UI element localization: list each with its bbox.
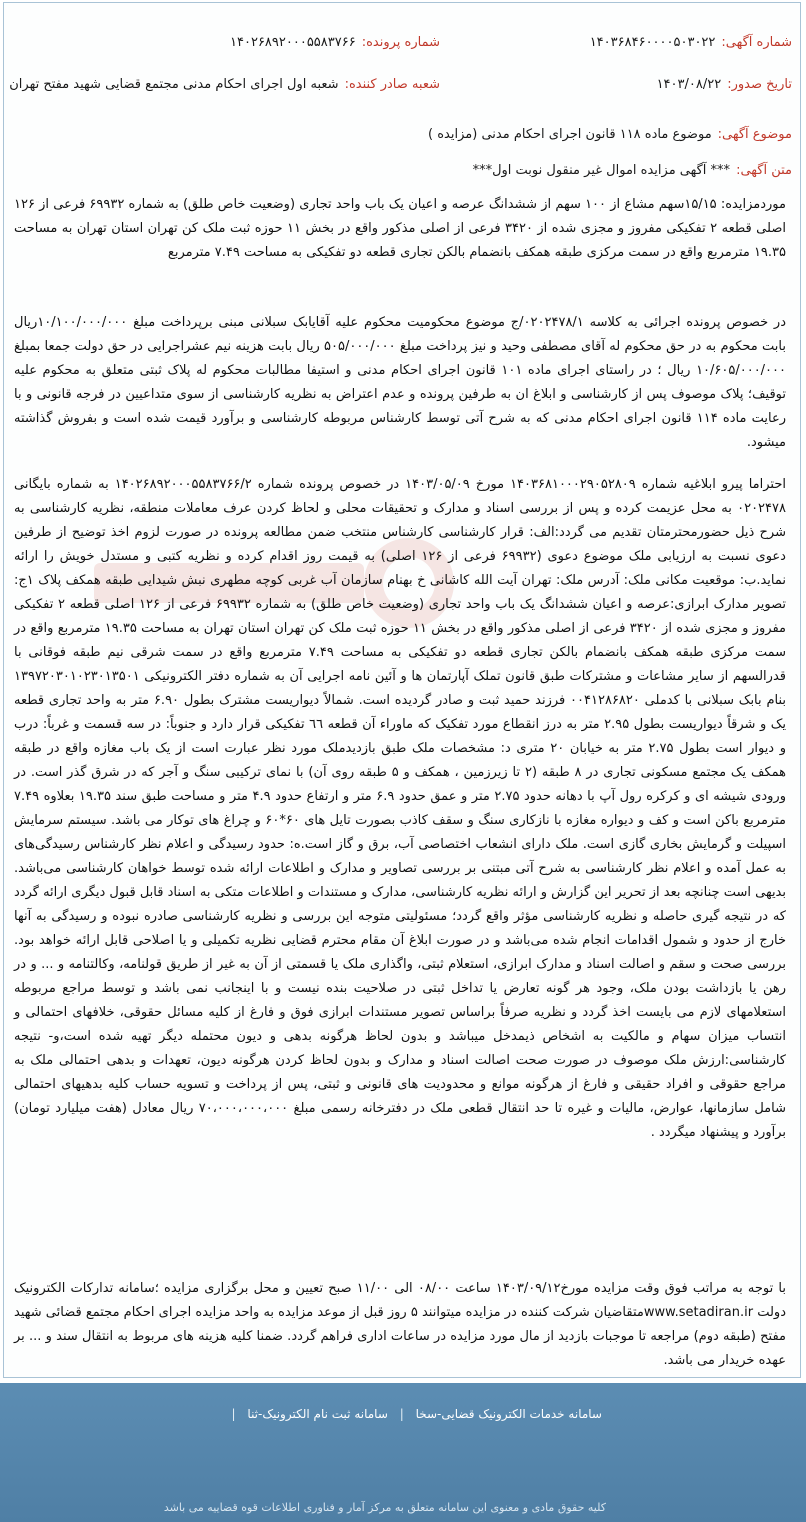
- subject: [428, 127, 792, 142]
- announcement-frame: [3, 2, 801, 1378]
- paragraph-auction-time: با توجه به مراتب فوق وقت مزایده مورخ۱۴۰۳/۰۹/۱۲ ساعت ۰۸/۰۰ الی ۱۱/۰۰ صبح تعیین و محل برگزاری مزایده ؛سامانه تدارکات الکترونیک دولت www.setadiran.irمتقاضیان شرکت کننده در مزایده میتوانند ۵ روز قبل از موعد مزایده به واحد مزایده اجرای احکام مجتمع قضائی شهید مفتح (طبقه دوم) مراجعه تا موجبات بازدید از مال مورد مزایده در ساعات اداری فراهم گردد. ضمنا کلیه هزینه های مربوط به انتقال سند و ... بر عهده خریدار می باشد.: [14, 1281, 786, 1368]
- issuer-label: شعبه صادر کننده:: [344, 77, 440, 92]
- paragraph-item: موردمزایده: ۱۵/۱۵سهم مشاع از ۱۰۰ سهم از ششدانگ عرصه و اعیان یک باب واحد تجاری (وضعیت خاص طلق) به شماره ۶۹۹۳۲ فرعی از ۱۲۶ اصلی قطعه ۲ تفکیکی مفروز و مجزی شده از ۳۴۲۰ فرعی از اصلی مذکور واقع در بخش ۱۱ حوزه ثبت ملک کن تهران استان تهران به مساحت ۱۹.۳۵ مترمربع واقع در سمت مرکزی طبقه همکف بانضمام بالکن تجاری قطعه دو تفکیکی به مساحت ۷.۴۹ مترمربع: [14, 197, 786, 260]
- text-heading: [473, 163, 792, 178]
- paragraph-expert-report: احتراما پیرو ابلاغیه شماره ۱۴۰۳۶۸۱۰۰۰۲۹۰۵۲۸۰۹ مورخ ۱۴۰۳/۰۵/۰۹ در خصوص پرونده شماره ۱۴۰۲۶۸۹۲۰۰۰۵۵۸۳۷۶۶/۲ به شماره بایگانی ۰۲۰۲۴۷۸ به محل عزیمت کرده و پس از بررسی اسناد و مدارک و تحقیقات محلی و لحاظ کردن عرف معاملات منطقه، نظریه کارشناسی به شرح ذیل حضورمحترمتان تقدیم می گردد:الف: قرار کارشناسی کارشناس منتخب ضمن مطالعه پرونده در صورت لزوم اخذ توضیح از طرفین دعوی نسبت به ارزیابی ملک موضوع دعوی (۶۹۹۳۲ فرعی از ۱۲۶ اصلی) به قیمت روز اقدام کرده و نظریه کتبی و مستدل خویش را ارائه نماید.ب: موقعیت مکانی ملک: آدرس ملک: تهران آیت الله کاشانی خ بهنام سازمان آب غربی کوچه مطهری نبش شیدایی طبقه همکف پلاک ۱ج: تصویر مدارک ابرازی:عرصه و اعیان ششدانگ یک باب واحد تجاری (وضعیت خاص طلق) به شماره ۶۹۹۳۲ فرعی از ۱۲۶ اصلی قطعه ۲ تفکیکی مفروز و مجزی شده از ۳۴۲۰ فرعی از اصلی مذکور واقع در بخش ۱۱ حوزه ثبت ملک کن تهران استان تهران به مساحت ۱۹.۳۵ مترمربع واقع در سمت مرکزی طبقه همکف بانضمام بالکن تجاری قطعه دو تفکیکی به مساحت ۷.۴۹ مترمربع واقع در سمت شرقی نیم طبقه فوقانی با قدرالسهم از سایر مشاعات و مشترکات طبق قانون تملک آپارتمان ها و آئین نامه اجرایی آن به شماره دفتر الکترونیکی ۱۳۹۷۲۰۳۰۱۰۲۳۰۱۳۵۰۱ بنام بابک سبلانی با کدملی ۰۰۴۱۲۸۶۸۲۰ فرزند حمید ثبت و صادر گردیده است. شمالاً دیواریست مشترک بطول ۶.۹۰ متر به واحد تجاری قطعه یک و شرقاً دیواریست بطول ۲.۹۵ متر به درز انقطاع مورد تفکیک که ماوراء آن قطعه ٦٦ تفکیکی قرار دارد و جنوباً: در سه قسمت و غرباً: درب و دیوار است بطول ۲.۷۵ متر به خیابان ۲۰ متری د: مشخصات ملک طبق بازدیدملک مورد نظر عبارت است از یک باب مغازه واقع در طبقه همکف یک مجتمع مسکونی تجاری در ۸ طبقه (۲ تا زیرزمین ، همکف و ۵ طبقه روی آن) با نمای ترکیبی سنگ و آجر که در شرق گذر است. در ورودی شیشه ای و کرکره رول آپ با دهانه حدود ۲.۷۵ متر و عمق حدود ۶.۹ متر و ارتفاع حدود ۴.۹ متر و مساحت طبق سند ۱۹.۳۵ بعلاوه ۷.۴۹ مترمربع باکن است و کف و دیواره مغازه با نازکاری سنگ و سقف کاذب بصورت تایل های ۶۰*۶۰ و چراغ های توکار می باشد. سیستم سرمایش اسپیلت و گرمایش بخاری گازی است. ملک دارای انشعاب اختصاصی آب، برق و گاز است.ه: حدود رسیدگی و اعلام نظر کارشناس رسیدگی‌های به عمل آمده و اعلام نظر کارشناسی به شرح آتی مبتنی بر بررسی تصاویر و مدارک و اطلاعات ارائه شده توسط خواهان کارشناسی می‌باشد. بدیهی است چنانچه بعد از تحریر این گزارش و ارائه نظریه کارشناسی، مدارک و مستندات و اطلاعات متکی به اسناد قابل قبول دیگری ارائه گردد که در نتیجه گیری حاصله و نظریه کارشناسی مؤثر واقع گردد؛ مسئولیتی متوجه این بررسی و نظریه کارشناسی صادره نبوده و رسیدگی به آنها خارج از حدود و شمول اقدامات انجام شده می‌باشد و در صورت ابلاغ آن مقام محترم قضایی نظریه تکمیلی و یا اصلاحی قابل ارائه خواهد بود. بررسی صحت و سقم و اصالت اسناد و مدارک ابرازی، استعلام ثبتی، واگذاری ملک یا قسمتی از آن به غیر از طریق قولنامه، وکالتنامه و ... و در رهن یا بازداشت بودن ملک، وجود هر گونه تعارض یا تداخل ثبتی در صلاحیت بنده نیست و با اینجانب نمی باشد و توسط مراجع مربوطه استعلامهای لازم می بایست اخذ گردد و نظریه صرفاً براساس تصویر مستندات ابرازی فوق و فارغ از کلیه مسائل حقوقی، خلافهای احتمالی و انتساب میزان سهام و مالکیت به اشخاص ذیمدخل میباشد و بدون لحاظ هرگونه بدهی و دیون محتمله دیگر تهیه شده است،و- نتیجه کارشناسی:ارزش ملک موصوف در صورت صحت اصالت اسناد و مدارک و بدون لحاظ کردن هرگونه دیون، تعهدات و بدهی احتمالی ملک به مراجع حقوقی و افراد حقیقی و فارغ از هرگونه موانع و محدودیت های قانونی و ثبتی، پس از پرداخت و تسویه حساب کلیه بدهیهای احتمالی شامل سازمانها، عوارض، مالیات و غیره تا حد انتقال قطعی ملک در دفترخانه رسمی مبلغ ۷۰،۰۰۰،۰۰۰،۰۰۰ ریال معادل (هفت میلیارد تومان) برآورد و پیشنهاد میگردد .: [14, 477, 787, 1140]
- text-value: *** آگهی مزایده اموال غیر منقول نوبت اول***: [472, 163, 731, 178]
- issue-date-label: تاریخ صدور:: [727, 77, 792, 92]
- ad-number-label: شماره آگهی:: [721, 35, 792, 50]
- subject-value: موضوع ماده ۱۱۸ قانون اجرای احکام مدنی (مزایده ): [428, 127, 712, 142]
- site-footer: [0, 1383, 806, 1522]
- footer-link-sakha[interactable]: سامانه خدمات الکترونیک قضایی-سخا: [415, 1407, 602, 1421]
- paragraph-proceedings: در خصوص پرونده اجرائی به کلاسه ۰۲۰۲۴۷۸/۱/ج موضوع محکومیت محکوم علیه آقایابک سبلانی مبنی برپرداخت مبلغ ۱۰/۱۰۰/۰۰۰/۰۰۰ریال بابت محکوم به در حق محکوم له آقای مصطفی وحید و نیز پرداخت مبلغ ۵۰۵/۰۰۰/۰۰۰ ریال بابت هزینه نیم عشراجرایی در حق دولت جمعا بمبلغ ۱۰/۶۰۵/۰۰۰/۰۰۰ ریال ؛ در راستای اجرای ماده ۱۰۱ قانون اجرای احکام مدنی و استیفا مطالبات محکوم له پلاک ثبتی متعلق به محکوم علیه توقیف؛ پلاک موصوف پس از کارشناسی و ابلاغ ان به طرفین پرونده و عدم اعتراض به نظریه کارشناسی از سوی متداعیین در فرجه قانونی و با رعایت ماده ۱۱۴ قانون اجرای احکام مدنی که به شرح آتی توسط کارشناس مربوطه کارشناسی و برآورد قیمت شده است و بفروش گذاشته میشود.: [14, 315, 787, 450]
- footer-copyright: کلیه حقوق مادی و معنوی این سامانه متعلق به مرکز آمار و فناوری اطلاعات قوه قضاییه می باشد: [163, 1501, 606, 1514]
- case-number-value: ۱۴۰۲۶۸۹۲۰۰۰۵۵۸۳۷۶۶: [230, 35, 356, 50]
- case-number: [230, 35, 440, 50]
- ad-number: [590, 35, 792, 50]
- footer-separator: |: [231, 1407, 236, 1421]
- ad-number-value: ۱۴۰۳۶۸۴۶۰۰۰۰۵۰۳۰۲۲: [589, 35, 716, 50]
- footer-link-sana[interactable]: سامانه ثبت نام الکترونیک-ثنا: [247, 1407, 388, 1421]
- text-label: متن آگهی:: [736, 163, 792, 178]
- issuer-value: شعبه اول اجرای احکام مدنی مجتمع قضایی شهید مفتح تهران: [9, 77, 339, 92]
- footer-separator: |: [399, 1407, 404, 1421]
- issuer: [9, 77, 440, 92]
- issue-date: [657, 77, 792, 92]
- footer-links: [228, 1407, 606, 1421]
- case-number-label: شماره پرونده:: [361, 35, 440, 50]
- subject-label: موضوع آگهی:: [717, 127, 792, 142]
- issue-date-value: ۱۴۰۳/۰۸/۲۲: [656, 77, 722, 92]
